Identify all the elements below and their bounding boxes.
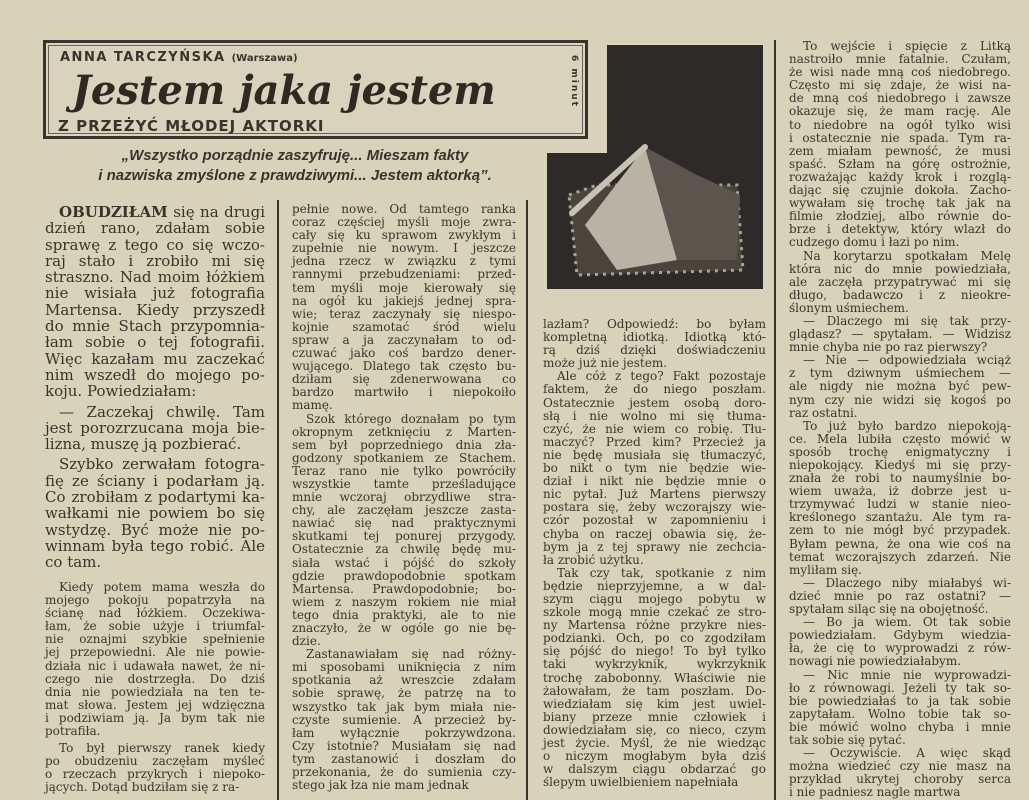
text-line: — Dlaczego niby miałabyś wi- <box>803 575 1011 590</box>
text-line: biany przeze mnie człowiek i <box>543 709 766 724</box>
paragraph <box>45 581 265 738</box>
column-rule <box>774 40 776 800</box>
lead-quote-line: i nazwiska zmyślone z prawdziwymi... Jestem aktorką”. <box>98 167 492 184</box>
article-subtitle: Z PRZEŻYĆ MŁODEJ AKTORKI <box>58 117 325 135</box>
text-line: ła, że cię to wyprowadzi z rów- <box>789 641 1011 656</box>
text-line: co tam. <box>45 553 102 572</box>
text-line: Martensa. Kiedy przyszedł <box>45 300 265 319</box>
text-line: po obudzeniu zaczęłam myśleć <box>45 754 265 769</box>
text-line: wywałam się trochę tak jak na <box>789 196 1011 211</box>
paragraph <box>45 404 265 453</box>
text-line: Ostatecznie za chwilę będę mu- <box>292 542 516 557</box>
text-line: rozważając każdy krok i rozglą- <box>789 169 1011 184</box>
text-line: czyste sumienie. A przecież by- <box>292 712 516 727</box>
text-line: okazuje się, że mam rację. Ale <box>789 104 1011 119</box>
text-line: dzień rano, zdałam sobie <box>45 219 265 238</box>
text-line: koju. Powiedziałam: <box>45 382 197 401</box>
text-line: sem był poprzedniego dnia zła- <box>292 437 516 452</box>
text-line: długo, badawczo i z nieokre- <box>789 287 1011 302</box>
paragraph <box>789 354 1011 419</box>
text-line: winnam była tego robić. Ale <box>45 536 265 555</box>
text-line: stego jak łza nie mam jednak <box>292 778 469 793</box>
text-line: nym czy nie widzi się kogoś po <box>789 392 1011 407</box>
text-line: nic pytał. Już Martens pierwszy <box>543 487 766 502</box>
text-line: Teraz rano nie tylko powróciły <box>292 463 516 478</box>
text-line: Zastanawiałam się nad różny- <box>306 647 516 662</box>
text-line: Szok którego doznałam po tym <box>306 411 516 426</box>
text-line: mojego pokoju popatrzyła na <box>45 593 265 608</box>
text-line: może już nie jestem. <box>543 356 668 371</box>
text-line: Często mi się zdaje, że wisi na- <box>789 78 1011 93</box>
paragraph <box>789 250 1011 315</box>
text-line: de mną coś niedobrego i zawsze <box>789 91 1011 106</box>
text-line: OBUDZIŁAM się na drugi <box>59 203 265 221</box>
text-line: ła zrobić użytku. <box>543 552 644 567</box>
article-column-3 <box>543 318 766 789</box>
text-line: ce. Mela lubiła często mówić w <box>789 431 1011 446</box>
paragraph <box>45 204 265 400</box>
text-line: brze i detektyw, który wlazł do <box>789 222 1011 237</box>
text-line: rannymi przebudzeniami: przed- <box>292 267 516 282</box>
text-line: zapytałam. Wolno tobie tak so- <box>789 706 1011 721</box>
text-line: lazłam? Odpowiedź: bo byłam <box>543 317 766 331</box>
lead-quote <box>45 146 545 186</box>
text-line: — Nie — odpowiedziała wciąż <box>803 353 1011 368</box>
text-line: kreślonego szantażu. Ale tym ra- <box>789 510 1011 525</box>
text-line: — Zaczekaj chwilę. Tam <box>59 402 265 421</box>
text-line: cały się ku sprawom zwykłym i <box>292 228 516 243</box>
text-line: — Bo ja wiem. Ot tak sobie <box>803 615 1011 630</box>
text-line: wiem z naszym rokiem nie miał <box>292 594 516 609</box>
text-line: jej przepowiedni. Ale nie powie- <box>45 645 265 660</box>
text-line: spotkania aż wreszcie zdałam <box>292 673 516 688</box>
paragraph <box>789 315 1011 354</box>
text-line: szkole mogą mnie czekać ze stro- <box>543 605 766 620</box>
text-line: jest porozrzucana moja bie- <box>45 418 265 437</box>
text-line: raz ostatni. <box>789 405 858 420</box>
text-line: — Nic mnie nie wyprowadzi- <box>803 667 1011 682</box>
text-line: powiedziałam. Gdybym wiedzia- <box>789 628 1011 643</box>
text-line: z tym dziwnym uśmiechem — <box>789 366 1011 381</box>
text-line: bardzo martwiło i niepokoiło <box>292 385 516 400</box>
series-mark: 6 minut <box>569 55 579 108</box>
text-line: nie będę musiała się tłumaczyć, <box>543 447 766 462</box>
column-rule <box>277 200 279 800</box>
text-line: — Oczywiście. A więc skąd <box>803 746 1011 761</box>
text-line: ale nigdy nie można być pew- <box>789 379 1011 394</box>
text-line: żałowałam, że tam poszłam. Do- <box>543 683 766 698</box>
text-line: zem miałam pewność, że musi <box>789 143 1011 158</box>
text-line: Co zrobiłam z podartymi ka- <box>45 488 265 507</box>
text-line: raj stało i zrobiło mi się <box>45 251 265 270</box>
text-line: przykład ukrytej choroby serca <box>789 772 1011 787</box>
text-line: godzony spotkaniem ze Stachem. <box>292 450 516 465</box>
text-line: kompletną idiotką. Idiotką któ- <box>543 330 766 345</box>
text-line: Tak czy tak, spotkanie z nim <box>557 565 766 580</box>
text-line: wiedziałam się kim jest uwiel- <box>543 696 766 711</box>
text-line: mat słowa. Jestem jej wdzięczna <box>45 697 265 712</box>
text-line: lizna, muszę ją pozbierać. <box>45 435 242 454</box>
text-line: wstydzę. Być może nie po- <box>45 520 265 539</box>
text-line: Szybko zerwałam fotogra- <box>59 455 265 474</box>
text-line: Kiedy potem mama weszła do <box>59 580 265 594</box>
text-line: jest życie. Myśl, że nie wiedząc <box>543 736 766 750</box>
article-column-4 <box>789 40 1011 799</box>
text-line: znaczyło, że w ogóle go nie bę- <box>292 621 516 635</box>
text-line: łam sobie o tej fotografii. <box>45 333 265 352</box>
article-column-1-continued <box>45 581 265 799</box>
text-line: filmie złodziej, albo równie do- <box>789 209 1011 224</box>
author-city: (Warszawa) <box>231 53 298 64</box>
text-line: niepokojący. Kiedyś mi się przy- <box>789 458 1011 472</box>
text-line: chy, ale zaczęłam jeszcze zasta- <box>292 503 516 518</box>
text-line: Więc kazałam mu zaczekać <box>45 349 265 368</box>
text-line: słą i nie wolno mi się tłuma- <box>543 408 766 423</box>
text-line: mamę. <box>292 398 333 413</box>
text-line: dziłam się zdenerwowana co <box>292 372 516 387</box>
text-line: o niczym mogłabym była dziś <box>543 749 766 764</box>
text-line: dział i nikt nie będzie mnie o <box>543 474 766 489</box>
text-line: ło z równowagi. Jeżeli ty tak so- <box>789 680 1011 695</box>
text-line: i nie padniesz nagle martwa <box>789 785 961 800</box>
text-line: spraw a ja zaczynałam to od- <box>292 332 516 347</box>
text-line: o rzeczach przykrych i niepoko- <box>45 767 265 782</box>
text-line: w dalszym ciągu obdarzać go <box>543 762 766 777</box>
text-line: łam wyłącznie pokrzywdzona. <box>292 725 516 740</box>
article-column-2 <box>292 203 516 792</box>
text-line: rą dziś dzięki doświadczeniu <box>543 343 766 358</box>
text-line: znała że robi to naumyślnie bo- <box>789 471 1011 486</box>
text-line: przekonania, że do sumienia czy- <box>292 765 516 780</box>
text-line: to niedobre na ogół tylko wisi <box>789 117 1011 132</box>
text-line: okropnym zetknięciu z Marten- <box>292 424 516 439</box>
text-line: tym zastanowić i doszłam do <box>292 751 516 766</box>
text-line: i ostatecznie nie spada. Tym ra- <box>789 130 1011 145</box>
text-line: straszno. Nad moim łóżkiem <box>45 268 265 287</box>
paragraph <box>292 203 516 413</box>
text-line: bie mówić wolno chyba i mnie <box>789 719 1011 734</box>
paragraph <box>292 413 516 649</box>
paragraph <box>292 648 516 792</box>
text-line: Czy istotnie? Musiałam się nad <box>292 738 516 753</box>
text-line: temat wczorajszych zdarzeń. Nie <box>789 549 1011 564</box>
text-line: dając się czujnie dokoła. Zacho- <box>789 183 1011 198</box>
text-line: Na korytarzu spotkałam Melę <box>803 248 1011 263</box>
text-line: siała wstać i pójść do szkoły <box>292 555 516 570</box>
text-line: potrafiła. <box>45 724 101 739</box>
author-byline <box>60 50 298 67</box>
text-line: zupełnie nie nowym. I jeszcze <box>292 241 516 256</box>
paragraph <box>543 318 766 370</box>
text-line: tak sobie się pytać. <box>789 732 906 747</box>
column-rule <box>526 200 528 800</box>
paragraph <box>789 747 1011 799</box>
text-line: pełnie nowe. Od tamtego ranka <box>292 202 516 216</box>
text-line: sposób trochę enigmatyczny i <box>789 444 1011 459</box>
text-line: nowagi nie powiedziałabym. <box>789 654 962 669</box>
text-line: łam, że sobie użyje i triumfal- <box>45 619 265 634</box>
text-line: spaść. Szłam na górę ostrożnie, <box>789 156 1011 171</box>
text-line: i podziwiam ją. Ja bym tak nie <box>45 710 265 725</box>
text-line: dowiedziałam się, co nieco, czym <box>543 722 766 737</box>
text-line: się pójść do niego! To był tylko <box>543 644 766 659</box>
text-line: To już było bardzo niepokoją- <box>803 418 1011 433</box>
paragraph <box>789 40 1011 250</box>
text-line: dzie. <box>292 634 321 649</box>
text-line: Byłam pewna, że ona wie coś na <box>789 536 1011 551</box>
lead-quote-line: „Wszystko porządnie zaszyfruję... Mieszam fakty <box>121 147 469 164</box>
text-line: mnie chyba nie po raz pierwszy? <box>789 340 988 355</box>
paragraph <box>543 567 766 790</box>
article-column-1 <box>45 204 265 575</box>
text-line: nastroiło mnie fatalnie. Czułam, <box>789 52 1011 67</box>
text-line: szym ciągu mojego pobytu w <box>543 591 766 606</box>
text-line: — Dlaczego mi się tak przy- <box>803 313 1011 328</box>
text-line: bie powiedziałaś to ja tak sobie <box>789 693 1011 708</box>
text-line: wszystko tak jak bym miała nie- <box>292 699 516 714</box>
article-header-box <box>43 40 588 139</box>
paragraph <box>45 742 265 794</box>
text-line: sobie sprawę, że patrzę na to <box>292 686 516 701</box>
text-line: czuwać jako coś bardzo dener- <box>292 346 516 361</box>
text-line: trochę zabobonny. Właściwie nie <box>543 670 766 685</box>
text-line: To był pierwszy ranek kiedy <box>59 741 265 756</box>
text-line: dnia nie powiedziała na ten te- <box>45 684 265 699</box>
text-line: wie; teraz zaczynały się niespo- <box>292 306 516 321</box>
paragraph <box>789 420 1011 577</box>
text-line: że wisi nade mną coś niedobrego. <box>789 65 1011 80</box>
text-line: można wiedzieć czy nie masz na <box>789 759 1011 774</box>
text-line: nie wisiała już fotografia <box>45 284 265 303</box>
text-line: gdzie prawdopodobnie spotkam <box>292 568 516 583</box>
text-line: wałkami nie powiem bo się <box>45 504 265 523</box>
text-line: ny Martensa różne przykre nies- <box>543 618 766 633</box>
text-line: wiem uważa, iż dobrze jest u- <box>789 484 1011 499</box>
text-line: czego nie dostrzegła. Do dziś <box>45 671 265 686</box>
text-line: faktem, że do niego poszłam. <box>543 382 766 397</box>
text-line: dzieć mnie po raz ostatni? — <box>789 588 1011 603</box>
text-line: postara się, żeby wczorajszy wie- <box>543 500 766 515</box>
text-line: bym ja z tej sprawy nie zechcia- <box>543 539 766 554</box>
text-line: fię ze ściany i podarłam ją. <box>45 471 265 490</box>
text-line: nawiać się nad praktycznymi <box>292 516 516 531</box>
text-line: która nic do mnie powiedziała, <box>789 261 1011 276</box>
text-line: wującego. Dlatego tak często bu- <box>292 359 516 374</box>
text-line: na ogół ku jakiejś jednej spra- <box>292 293 516 308</box>
text-line: ślepym uwielbieniem napełniała <box>543 775 739 790</box>
text-line: działa nic i udawała nawet, że ni- <box>45 658 265 673</box>
article-title: Jestem jaka jestem <box>72 67 496 114</box>
text-line: czór pozostał w zapomnieniu i <box>543 513 766 528</box>
text-line: czyć, że nie wiem co robię. Tłu- <box>543 421 766 436</box>
text-line: taki wykrzyknik, wykrzyknik <box>543 657 766 672</box>
text-line: do mnie Stach przypomnia- <box>45 317 265 336</box>
text-line: ślonym uśmiechem. <box>789 300 909 315</box>
text-line: tego dnia praktyki, ale to nie <box>292 607 516 622</box>
text-line: spytałam siląc się na obojętność. <box>789 602 989 617</box>
text-line: nim wszedł do mojego po- <box>45 365 265 384</box>
paragraph <box>789 577 1011 616</box>
text-line: mnie wczoraj obrzydliwe stra- <box>292 490 516 505</box>
text-line: tem myśli moje kierowały się <box>292 280 516 295</box>
text-line: Ale cóż z tego? Fakt pozostaje <box>557 369 766 384</box>
paragraph <box>543 370 766 566</box>
text-line: maczyć? Przed kim? Przecież ja <box>543 434 766 449</box>
text-line: jących. Dotąd budziłam się z ra- <box>45 780 240 795</box>
text-line: zem to nie mógł być przypadek. <box>789 523 1011 538</box>
text-line: trzymywać ludzi w stanie nieo- <box>789 497 1011 512</box>
paragraph <box>789 669 1011 748</box>
text-line: Martensa. Prawdopodobnie; bo- <box>292 581 516 596</box>
text-line: chyba on raczej obawia się, że- <box>543 526 766 541</box>
text-line: Ostatecznie jestem osobą doro- <box>543 395 766 410</box>
text-line: glądasz? — spytałam. — Widzisz <box>789 327 1011 342</box>
text-line: sprawę z tego co się wczo- <box>45 235 265 254</box>
paragraph <box>45 456 265 570</box>
text-line: skutkami tej ponurej przygody. <box>292 529 516 544</box>
text-line: jedna rzecz w związku z tymi <box>292 254 516 269</box>
text-line: bo nikt o tym nie będzie wie- <box>543 461 766 476</box>
text-line: podzianki. Och, po co zgodziłam <box>543 631 766 646</box>
text-line: nie oznajmi szybkie spełnienie <box>45 632 265 647</box>
napkin-photo <box>547 45 763 289</box>
text-line: mi sposobami uniknięcia z nim <box>292 660 516 675</box>
text-line: coraz częściej myśli moje zwra- <box>292 215 516 230</box>
text-line: będzie nieprzyjemne, a w dal- <box>543 578 766 593</box>
paragraph <box>789 616 1011 668</box>
text-line: cudzego domu i łazi po nim. <box>789 235 960 250</box>
text-line: wszystkie tamte prześladujące <box>292 476 516 491</box>
text-line: myliłam się. <box>789 562 862 577</box>
text-line: ale zaczęła przypatrywać mi się <box>789 274 1011 289</box>
text-line: To wejście i spięcie z Litką <box>803 39 1011 53</box>
text-line: kojnie szamotać śród wielu <box>292 319 516 334</box>
text-line: ścianę nad łóżkiem. Oczekiwa- <box>45 606 265 621</box>
author-name: ANNA TARCZYŃSKA <box>60 50 226 65</box>
